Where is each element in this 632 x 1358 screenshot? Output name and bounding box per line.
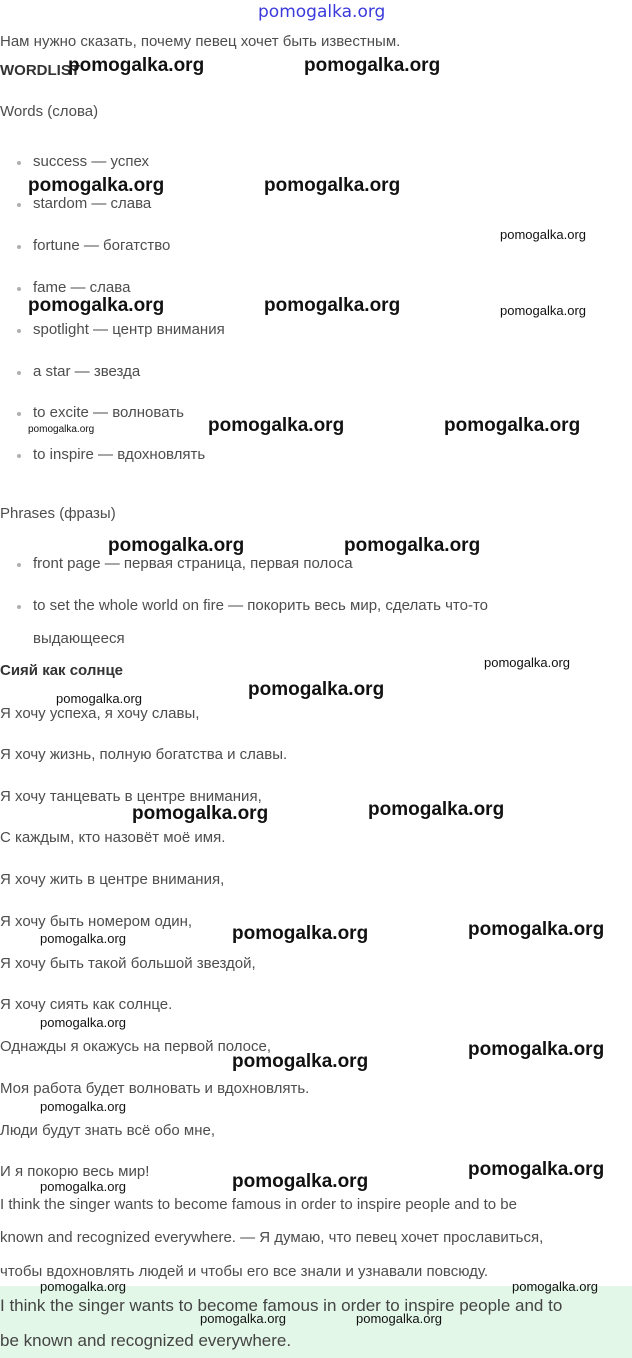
watermark: pomogalka.org <box>248 679 385 700</box>
bullet-icon <box>17 605 21 609</box>
bullet-icon <box>17 412 21 416</box>
watermark: pomogalka.org <box>208 415 345 436</box>
highlight-line: be known and recognized everywhere. <box>0 1331 292 1350</box>
lyric-line: Я хочу жить в центре внимания, <box>0 871 225 888</box>
bullet-icon <box>17 563 21 567</box>
answer-line: known and recognized everywhere. — Я думаю, что певец хочет прославиться, <box>0 1229 544 1246</box>
bullet-icon <box>17 371 21 375</box>
lyric-line: Я хочу жизнь, полную богатства и славы. <box>0 746 288 763</box>
bullet-icon <box>17 454 21 458</box>
watermark: pomogalka.org <box>232 1171 369 1192</box>
watermark: pomogalka.org <box>28 424 95 435</box>
watermark: pomogalka.org <box>40 931 126 946</box>
list-item: front page — первая страница, первая полоса <box>33 555 353 572</box>
watermark: pomogalka.org <box>368 799 505 820</box>
watermark: pomogalka.org <box>40 1279 126 1294</box>
watermark: pomogalka.org <box>512 1279 598 1294</box>
watermark: pomogalka.org <box>444 415 581 436</box>
list-item: to inspire — вдохновлять <box>33 446 206 463</box>
lyric-line: Я хочу сиять как солнце. <box>0 996 173 1013</box>
lyric-line: Люди будут знать всё обо мне, <box>0 1122 216 1139</box>
watermark: pomogalka.org <box>232 923 369 944</box>
list-item: to excite — волновать <box>33 404 184 421</box>
watermark: pomogalka.org <box>356 1311 442 1326</box>
list-item: spotlight — центр внимания <box>33 321 225 338</box>
watermark: pomogalka.org <box>264 175 401 196</box>
list-item: stardom — слава <box>33 195 152 212</box>
watermark: pomogalka.org <box>68 55 205 76</box>
bullet-icon <box>17 161 21 165</box>
bullet-icon <box>17 287 21 291</box>
watermark: pomogalka.org <box>108 535 245 556</box>
watermark: pomogalka.org <box>200 1311 286 1326</box>
watermark: pomogalka.org <box>132 803 269 824</box>
watermark: pomogalka.org <box>40 1099 126 1114</box>
watermark: pomogalka.org <box>468 1159 605 1180</box>
list-item: to set the whole world on fire — покорить весь мир, сделать что-то <box>33 597 488 614</box>
watermark: pomogalka.org <box>344 535 481 556</box>
words-heading: Words (слова) <box>0 103 99 120</box>
watermark: pomogalka.org <box>28 175 165 196</box>
watermark: pomogalka.org <box>28 295 165 316</box>
watermark: pomogalka.org <box>500 227 586 242</box>
lyric-line: Я хочу танцевать в центре внимания, <box>0 788 262 805</box>
list-item-continuation: выдающееся <box>33 630 125 647</box>
answer-line: I think the singer wants to become famous in order to inspire people and to be <box>0 1196 517 1213</box>
watermark: pomogalka.org <box>484 655 570 670</box>
watermark: pomogalka.org <box>232 1051 369 1072</box>
watermark: pomogalka.org <box>40 1015 126 1030</box>
list-item: fortune — богатство <box>33 237 171 254</box>
watermark: pomogalka.org <box>40 1179 126 1194</box>
list-item: success — успех <box>33 153 149 170</box>
highlight-line: I think the singer wants to become famous in order to inspire people and to <box>0 1296 563 1315</box>
lyric-line: Я хочу успеха, я хочу славы, <box>0 705 200 722</box>
answer-line: чтобы вдохновлять людей и чтобы его все знали и узнавали повсюду. <box>0 1263 489 1280</box>
lyric-line: И я покорю весь мир! <box>0 1163 150 1180</box>
list-item: fame — слава <box>33 279 131 296</box>
watermark: pomogalka.org <box>500 303 586 318</box>
lyric-line: Моя работа будет волновать и вдохновлять. <box>0 1080 310 1097</box>
list-item: a star — звезда <box>33 363 141 380</box>
intro-text: Нам нужно сказать, почему певец хочет быть известным. <box>0 33 401 50</box>
wordlist-heading: WORDLIST <box>0 62 80 79</box>
bullet-icon <box>17 203 21 207</box>
watermark: pomogalka.org <box>468 1039 605 1060</box>
bullet-icon <box>17 245 21 249</box>
lyric-line: Однажды я окажусь на первой полосе, <box>0 1038 272 1055</box>
lyric-line: Я хочу быть такой большой звездой, <box>0 955 256 972</box>
watermark-top: pomogalka.org <box>258 2 386 22</box>
watermark: pomogalka.org <box>304 55 441 76</box>
song-title: Сияй как солнце <box>0 662 124 679</box>
lyric-line: С каждым, кто назовёт моё имя. <box>0 829 226 846</box>
lyric-line: Я хочу быть номером один, <box>0 913 193 930</box>
watermark: pomogalka.org <box>264 295 401 316</box>
watermark: pomogalka.org <box>56 691 142 706</box>
watermark: pomogalka.org <box>468 919 605 940</box>
bullet-icon <box>17 329 21 333</box>
phrases-heading: Phrases (фразы) <box>0 505 116 522</box>
